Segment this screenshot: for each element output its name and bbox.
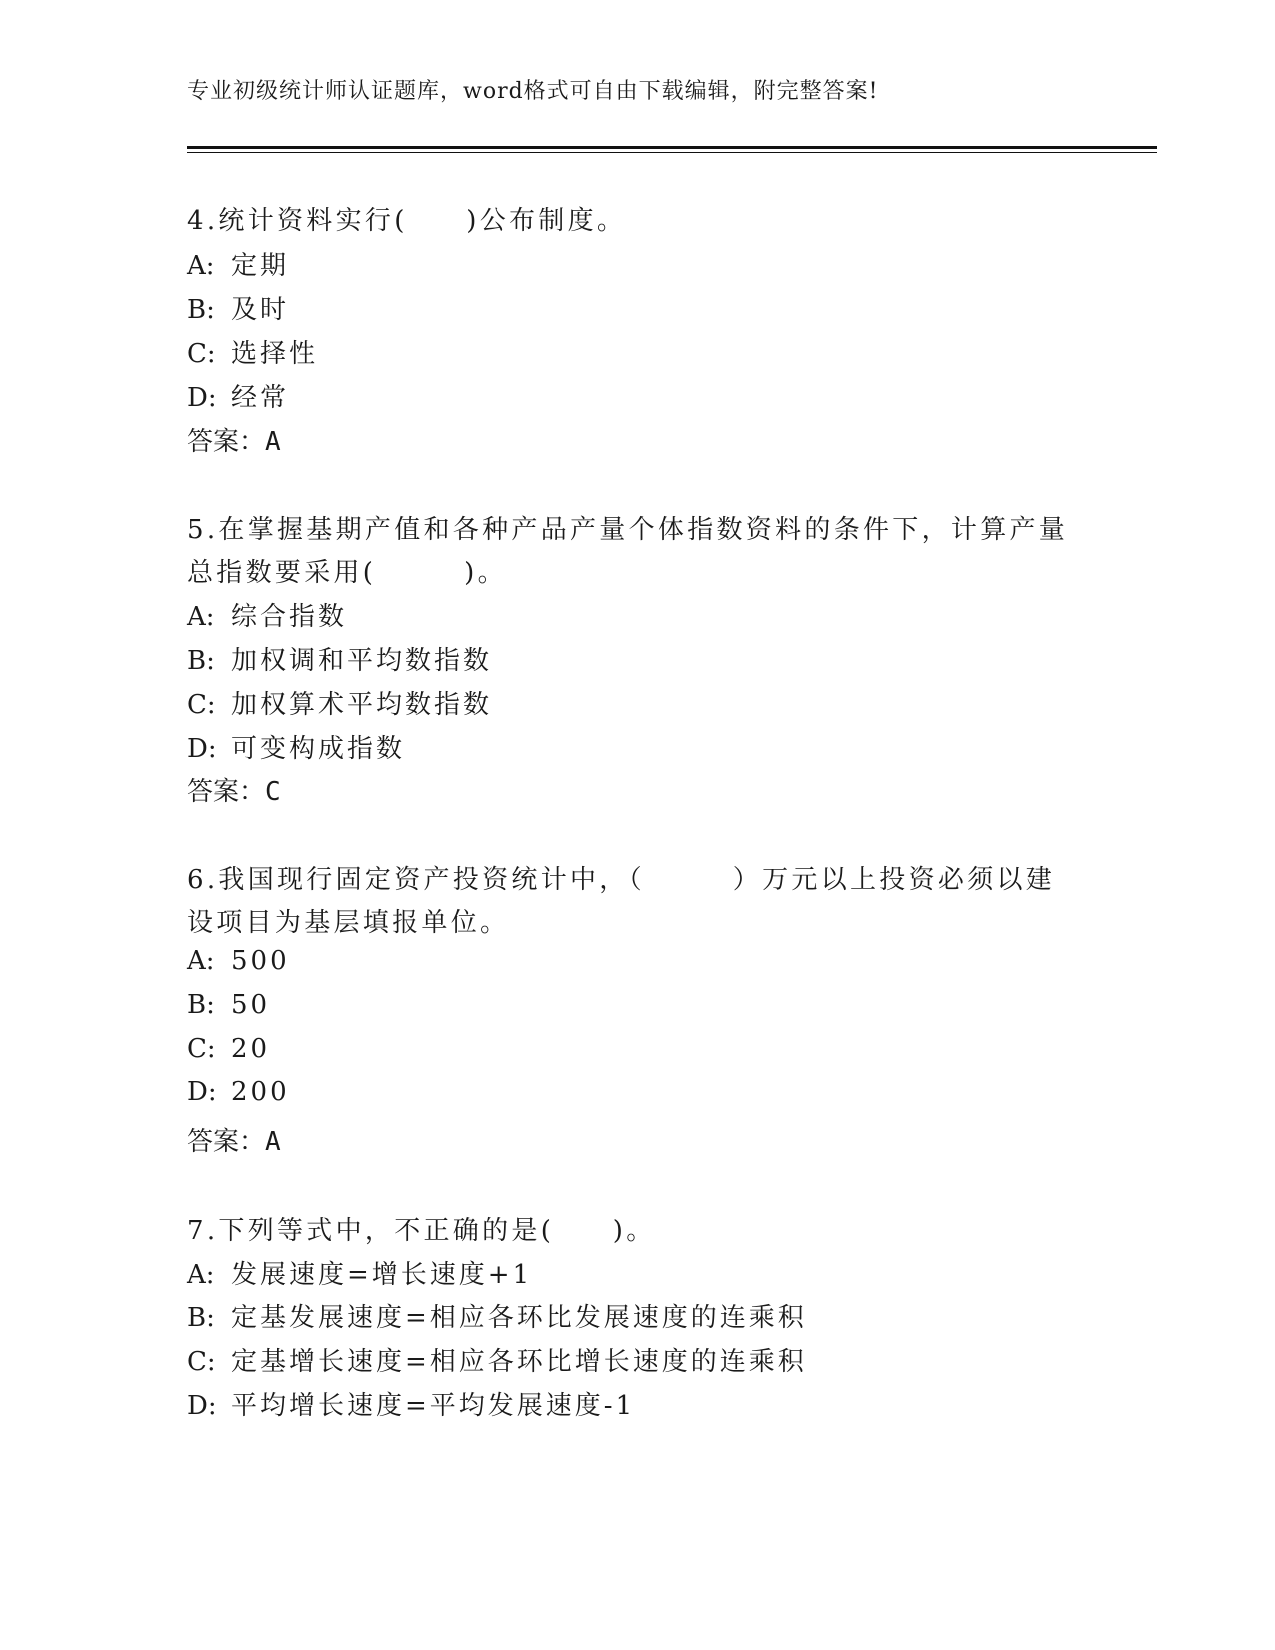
question-4-title: 4.统计资料实行( )公布制度。: [187, 206, 627, 236]
answer-value: A: [265, 1127, 281, 1157]
question-6-option-b: [187, 990, 270, 1020]
option-text: 200: [231, 1077, 290, 1107]
option-text: 定基增长速度=相应各环比增长速度的连乘积: [231, 1347, 807, 1377]
option-key: C:: [187, 1347, 216, 1377]
answer-value: C: [265, 777, 281, 807]
option-text: 定基发展速度=相应各环比发展速度的连乘积: [231, 1303, 807, 1333]
option-key: B:: [187, 1303, 215, 1333]
option-key: D:: [187, 1077, 217, 1107]
option-key: C:: [187, 690, 216, 720]
question-6-title-line-2: 设项目为基层填报单位。: [187, 908, 510, 938]
option-text: 50: [231, 990, 271, 1020]
question-7-title: 7.下列等式中，不正确的是( )。: [187, 1216, 656, 1246]
question-4-option-c: [187, 333, 318, 370]
page-header: 专业初级统计师认证题库，word格式可自由下载编辑，附完整答案!: [187, 79, 879, 104]
question-6-answer: [187, 1121, 281, 1158]
option-text: 500: [231, 946, 290, 976]
option-key: A:: [187, 602, 215, 632]
option-text: 加权调和平均数指数: [231, 646, 493, 676]
question-5-title-line-2: 总指数要采用( )。: [187, 558, 507, 588]
question-5-answer: [187, 771, 281, 808]
question-5-option-d: [187, 728, 405, 765]
answer-label: 答案：: [187, 427, 266, 457]
option-key: B:: [187, 295, 215, 325]
question-5-option-c: [187, 684, 492, 721]
option-key: D:: [187, 383, 217, 413]
option-text: 及时: [231, 295, 290, 325]
option-text: 发展速度=增长速度+1: [231, 1260, 533, 1290]
question-6-option-d: [187, 1077, 290, 1107]
question-5-option-a: [187, 596, 347, 633]
question-7-option-d: [187, 1385, 635, 1422]
option-text: 可变构成指数: [231, 734, 406, 764]
answer-value: A: [265, 427, 281, 457]
option-text: 综合指数: [231, 602, 348, 632]
option-text: 选择性: [231, 339, 319, 369]
question-4-option-d: [187, 377, 289, 414]
option-key: A:: [187, 946, 215, 976]
option-text: 平均增长速度=平均发展速度-1: [231, 1391, 636, 1421]
question-4-answer: [187, 421, 281, 458]
question-4-option-a: [187, 245, 289, 282]
question-7-option-b: [187, 1297, 807, 1334]
question-6-option-c: [187, 1034, 270, 1064]
header-divider: [187, 146, 1157, 149]
option-text: 20: [231, 1034, 271, 1064]
question-6-title-line-1: 6.我国现行固定资产投资统计中，（ ）万元以上投资必须以建: [187, 865, 1056, 895]
option-text: 定期: [231, 251, 290, 281]
option-key: C:: [187, 1034, 216, 1064]
option-key: A:: [187, 251, 215, 281]
question-5-title-line-1: 5.在掌握基期产值和各种产品产量个体指数资料的条件下，计算产量: [187, 515, 1069, 545]
question-7-option-c: [187, 1341, 807, 1378]
option-text: 经常: [231, 383, 290, 413]
option-key: C:: [187, 339, 216, 369]
option-key: B:: [187, 646, 215, 676]
answer-label: 答案：: [187, 777, 266, 807]
option-key: B:: [187, 990, 215, 1020]
option-key: D:: [187, 734, 217, 764]
answer-label: 答案：: [187, 1127, 266, 1157]
question-6-option-a: [187, 946, 290, 976]
question-7-option-a: [187, 1254, 532, 1291]
option-text: 加权算术平均数指数: [231, 690, 493, 720]
option-key: D:: [187, 1391, 217, 1421]
question-5-option-b: [187, 640, 492, 677]
option-key: A:: [187, 1260, 215, 1290]
question-4-option-b: [187, 289, 289, 326]
